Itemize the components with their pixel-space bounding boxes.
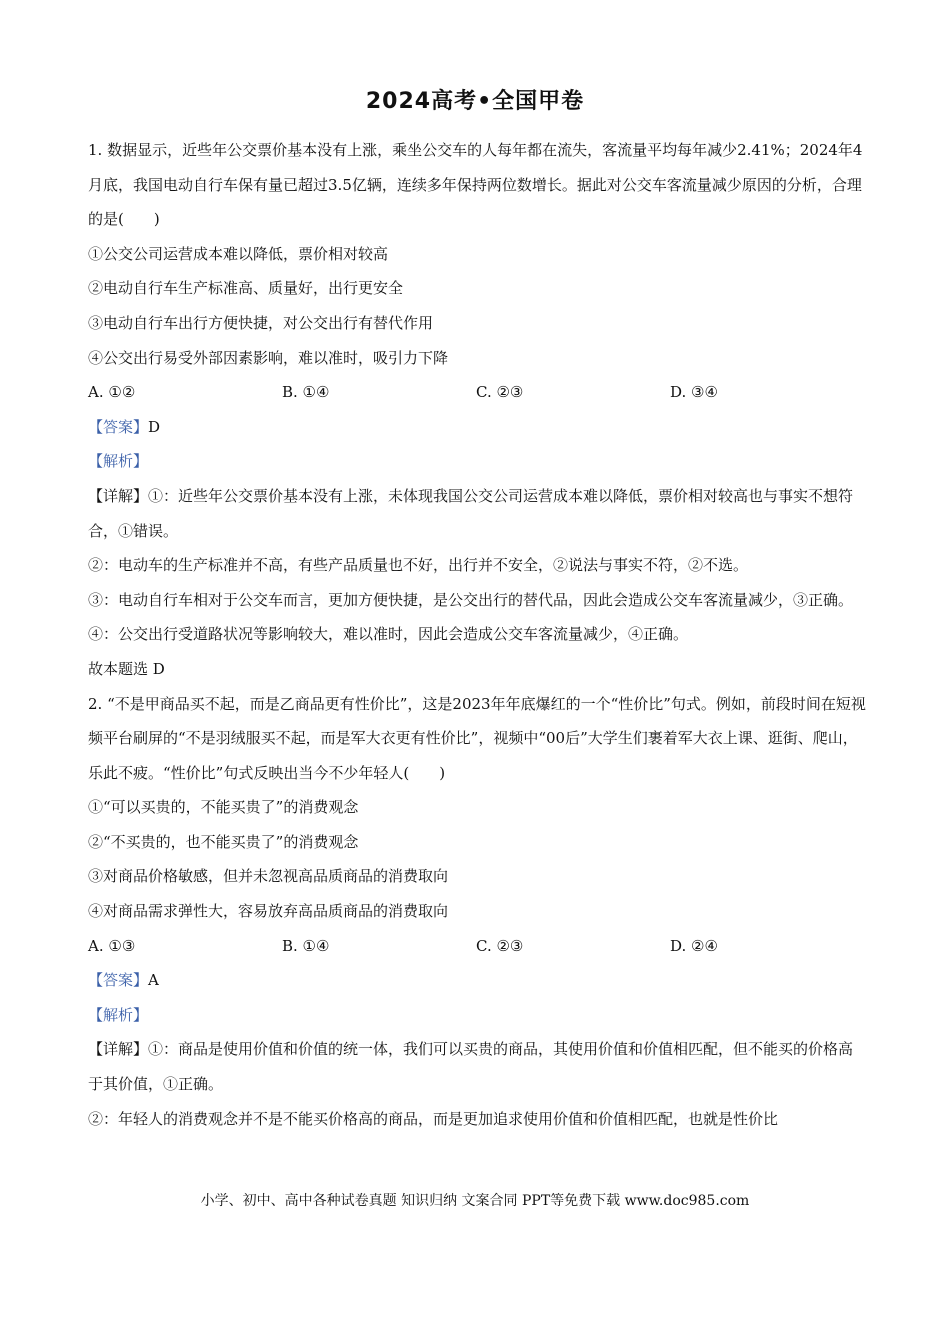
question-2-option-a: A. ①③ <box>88 936 136 955</box>
detail-text: ①：近些年公交票价基本没有上涨，未体现我国公交公司运营成本难以降低，票价相对较高也与事实不想符合，①错误。 <box>88 486 854 540</box>
question-2-option-c: C. ②③ <box>476 936 524 955</box>
page-title: 2024高考•全国甲卷 <box>365 89 585 114</box>
question-1-item-4: ④公交出行易受外部因素影响，难以准时，吸引力下降 <box>88 348 449 367</box>
question-1-stem: 1. 数据显示，近些年公交票价基本没有上涨，乘坐公交车的人每年都在流失，客流量平均每年减少2.41%；2024年4月底，我国电动自行车保有量已超过3.5亿辆，连续多年保持两位数增长。据此对公交车客流量减少原因的分析，合理的是( ) <box>88 141 863 229</box>
question-1-option-d: D. ③④ <box>670 383 718 402</box>
question-2-stem: 2. “不是甲商品买不起，而是乙商品更有性价比”，这是2023年年底爆红的一个“性价比”句式。例如，前段时间在短视频平台刷屏的“不是羽绒服买不起，而是军大衣更有性价比”，视频中“00后”大学生们裹着军大衣上课、逛街、爬山，乐此不疲。“性价比”句式反映出当今不少年轻人( ) <box>88 694 866 782</box>
question-1-item-1: ①公交公司运营成本难以降低，票价相对较高 <box>88 244 389 263</box>
question-2-options <box>88 929 868 964</box>
question-2-item-3: ③对商品价格敏感，但并未忽视高品质商品的消费取向 <box>88 867 449 886</box>
question-2-item-4: ④对商品需求弹性大，容易放弃高品质商品的消费取向 <box>88 902 449 921</box>
question-2-item-2: ②“不买贵的，也不能买贵了”的消费观念 <box>88 832 359 851</box>
question-1-analysis <box>88 444 868 479</box>
question-1 <box>88 133 868 687</box>
question-1-option-b: B. ①④ <box>282 383 330 402</box>
detail-text: ①：商品是使用价值和价值的统一体，我们可以买贵的商品，其使用价值和价值相匹配，但不能买的价格高于其价值，①正确。 <box>88 1040 854 1094</box>
question-2-option-d: D. ②④ <box>670 936 718 955</box>
question-1-option-c: C. ②③ <box>476 383 524 402</box>
question-2 <box>88 687 868 1137</box>
answer-tag: 【答案】 <box>88 417 149 436</box>
question-1-answer <box>88 410 868 445</box>
detail-tag: 【详解】 <box>88 486 149 505</box>
question-1-options <box>88 375 868 410</box>
question-2-answer <box>88 963 868 998</box>
question-1-item-2: ②电动自行车生产标准高、质量好，出行更安全 <box>88 279 404 298</box>
answer-value: D <box>148 417 161 436</box>
question-1-detail-2: ②：电动车的生产标准并不高，有些产品质量也不好，出行并不安全，②说法与事实不符，②不选。 <box>88 556 749 575</box>
question-2-item-1: ①“可以买贵的，不能买贵了”的消费观念 <box>88 798 359 817</box>
question-1-detail-3: ③：电动自行车相对于公交车而言，更加方便快捷，是公交出行的替代品，因此会造成公交车客流量减少，③正确。 <box>88 590 854 609</box>
detail-tag: 【详解】 <box>88 1040 149 1059</box>
document-body <box>88 133 868 1136</box>
question-1-option-a: A. ①② <box>88 383 136 402</box>
analysis-tag: 【解析】 <box>88 1005 149 1024</box>
answer-tag: 【答案】 <box>88 971 149 990</box>
question-2-option-b: B. ①④ <box>282 936 330 955</box>
question-1-item-3: ③电动自行车出行方便快捷，对公交出行有替代作用 <box>88 313 434 332</box>
answer-value: A <box>148 971 159 990</box>
page-footer: 小学、初中、高中各种试卷真题 知识归纳 文案合同 PPT等免费下载 www.doc985.com <box>200 1193 750 1209</box>
question-2-detail-2: ②：年轻人的消费观念并不是不能买价格高的商品，而是更加追求使用价值和价值相匹配，也就是性价比 <box>88 1109 779 1128</box>
question-1-detail-1 <box>88 479 868 548</box>
question-1-detail-4: ④：公交出行受道路状况等影响较大，难以准时，因此会造成公交车客流量减少，④正确。 <box>88 625 689 644</box>
question-2-detail-1 <box>88 1032 868 1101</box>
analysis-tag: 【解析】 <box>88 452 149 471</box>
question-2-analysis <box>88 998 868 1033</box>
question-1-conclusion: 故本题选 D <box>88 659 165 678</box>
